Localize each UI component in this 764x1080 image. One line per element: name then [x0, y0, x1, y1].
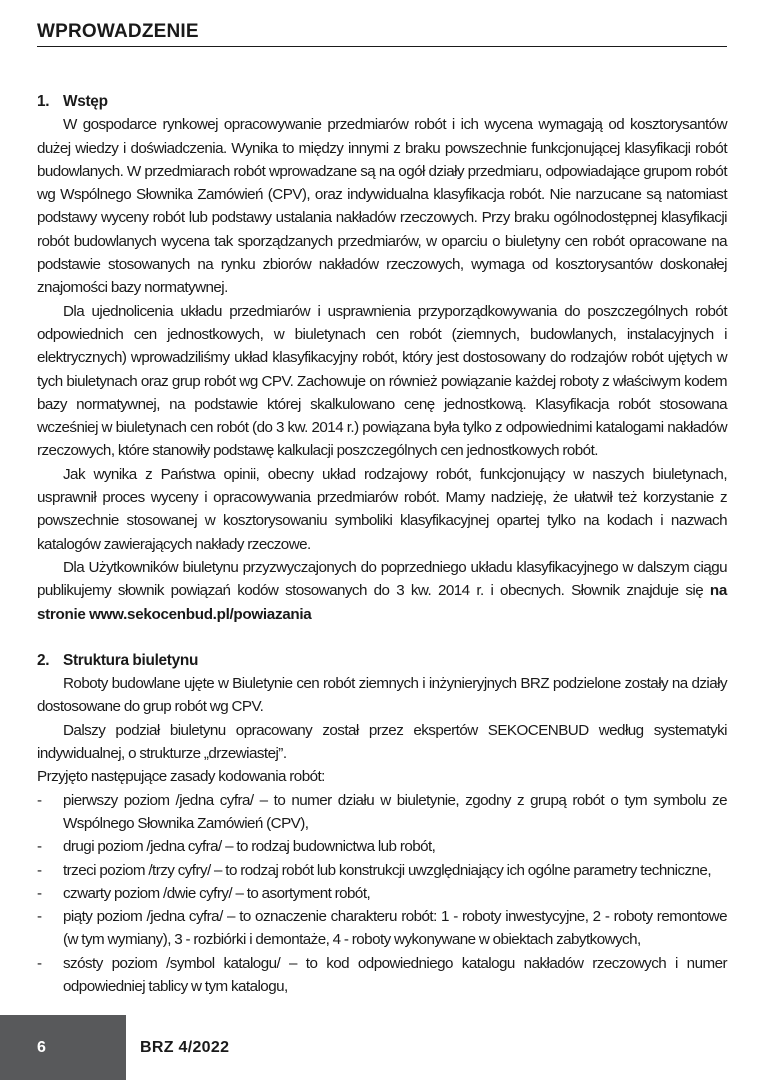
list-dash: -	[37, 908, 42, 926]
page-number-box	[0, 1015, 126, 1080]
list-item	[37, 835, 727, 858]
list-item-text: szósty poziom /symbol katalogu/ – to kod odpowiedniego katalogu nakładów rzeczowych i numer odpowiedniej tablicy w tym katalogu,	[63, 954, 727, 995]
paragraph-dictionary-info	[37, 556, 727, 626]
section-title: Wstęp	[63, 93, 108, 110]
list-item-text: trzeci poziom /trzy cyfry/ – to rodzaj robót lub konstrukcji uwzględniający ich ogólne parametry techniczne,	[63, 861, 711, 879]
page-header-title: WPROWADZENIE	[37, 21, 199, 42]
section-number: 1.	[37, 93, 50, 110]
page-content	[37, 90, 727, 998]
page-header	[37, 20, 727, 47]
list-item	[37, 905, 727, 952]
list-item	[37, 952, 727, 999]
list-dash: -	[37, 861, 42, 879]
section-title: Struktura biuletynu	[63, 651, 199, 669]
list-item	[37, 789, 727, 836]
section-number: 2.	[37, 651, 50, 669]
list-item	[37, 859, 727, 882]
list-item-text: pierwszy poziom /jedna cyfra/ – to numer działu w biuletynie, zgodny z grupą robót o tym symbolu ze Wspólnego Słownika Zamówień (CPV),	[63, 791, 727, 832]
coding-rules-intro: Przyjęto następujące zasady kodowania robót:	[37, 768, 325, 786]
page-footer	[0, 1015, 764, 1080]
paragraph-text: Dla Użytkowników biuletynu przyzwyczajonych do poprzedniego układu klasyfikacyjnego w dalszym ciągu publikujemy słownik powiązań kodów stosowanych do 3 kw. 2014 r. i obecnych. Słownik znajduje się	[37, 558, 727, 600]
publication-name: BRZ 4/2022	[140, 1039, 230, 1056]
list-dash: -	[37, 884, 42, 902]
list-item-text: drugi poziom /jedna cyfra/ – to rodzaj budownictwa lub robót,	[63, 838, 436, 856]
list-item-text: piąty poziom /jedna cyfra/ – to oznaczenie charakteru robót: 1 - roboty inwestycyjne, 2 - roboty remontowe (w tym wymiany), 3 - rozbiórki i demontaże, 4 - roboty wykonywane w obiektach zabytkowych,	[63, 908, 727, 949]
list-item	[37, 882, 727, 905]
paragraph: Dalszy podział biuletynu opracowany został przez ekspertów SEKOCENBUD według systematyki indywidualnej, o strukturze „drzewiastej”.	[37, 721, 727, 763]
paragraph: Jak wynika z Państwa opinii, obecny układ rodzajowy robót, funkcjonujący w naszych biuletynach, usprawnił proces wyceny i opracowywania przedmiarów robót. Mamy nadzieję, że ułatwił też korzystanie z powszechnie stosowanej w kosztorysowaniu symboliki klasyfikacyjnej opartej tylko na kodach i nazwach katalogów zawierających nakłady rzeczowe.	[37, 465, 727, 553]
website-reference: na stronie www.sekocenbud.pl/powiazania	[37, 582, 727, 623]
list-dash: -	[37, 838, 42, 856]
paragraph: Roboty budowlane ujęte w Biuletynie cen robót ziemnych i inżynieryjnych BRZ podzielone zostały na działy dostosowane do grup robót wg CPV.	[37, 675, 727, 716]
section-heading-structure	[37, 649, 727, 672]
paragraph: W gospodarce rynkowej opracowywanie przedmiarów robót i ich wycena wymagają od kosztorysantów dużej wiedzy i doświadczenia. Wynika to między innymi z braku powszechnie funkcjonującej klasyfikacji robót budowlanych. W przedmiarach robót wprowadzane są na ogół działy przedmiaru, odpowiadające grupom robót wg Wspólnego Słownika Zamówień (CPV), oraz indywidualna klasyfikacja robót. Nie narzucane są natomiast podstawy wyceny robót lub podstawy ustalania nakładów rzeczowych. Przy braku ogólnodostępnej klasyfikacji robót budowlanych wycena tak sporządzanych przedmiarów, w oparciu o biuletyny cen robót opracowane na podstawie stosowanych na rynku zbiorów nakładów rzeczowych, wymaga od kosztorysantów doskonałej znajomości bazy normatywnej.	[37, 116, 727, 297]
page-number: 6	[37, 1039, 46, 1056]
list-item-text: czwarty poziom /dwie cyfry/ – to asortyment robót,	[63, 884, 371, 902]
list-dash: -	[37, 954, 42, 972]
section-heading-introduction	[37, 90, 727, 113]
spacer	[37, 626, 727, 649]
coding-rules-list	[37, 789, 727, 999]
paragraph: Dla ujednolicenia układu przedmiarów i usprawnienia przyporządkowywania do poszczególnych robót odpowiednich cen jednostkowych, w biuletynach cen robót (ziemnych, budowlanych, instalacyjnych i elektrycznych) wprowadziliśmy układ klasyfikacyjny robót, który jest dostosowany do rodzajów robót ujętych w tych biuletynach oraz grup robót wg CPV. Zachowuje on również powiązanie każdej roboty z właściwym kodem bazy normatywnej, na podstawie której skalkulowano cenę jednostkową. Klasyfikacja robót stosowana wcześniej w biuletynach cen robót (do 3 kw. 2014 r.) powiązana była tylko z odpowiednimi katalogami nakładów rzeczowych, które stanowiły podstawę kalkulacji poszczególnych cen jednostkowych robót.	[37, 302, 727, 460]
list-dash: -	[37, 791, 42, 809]
